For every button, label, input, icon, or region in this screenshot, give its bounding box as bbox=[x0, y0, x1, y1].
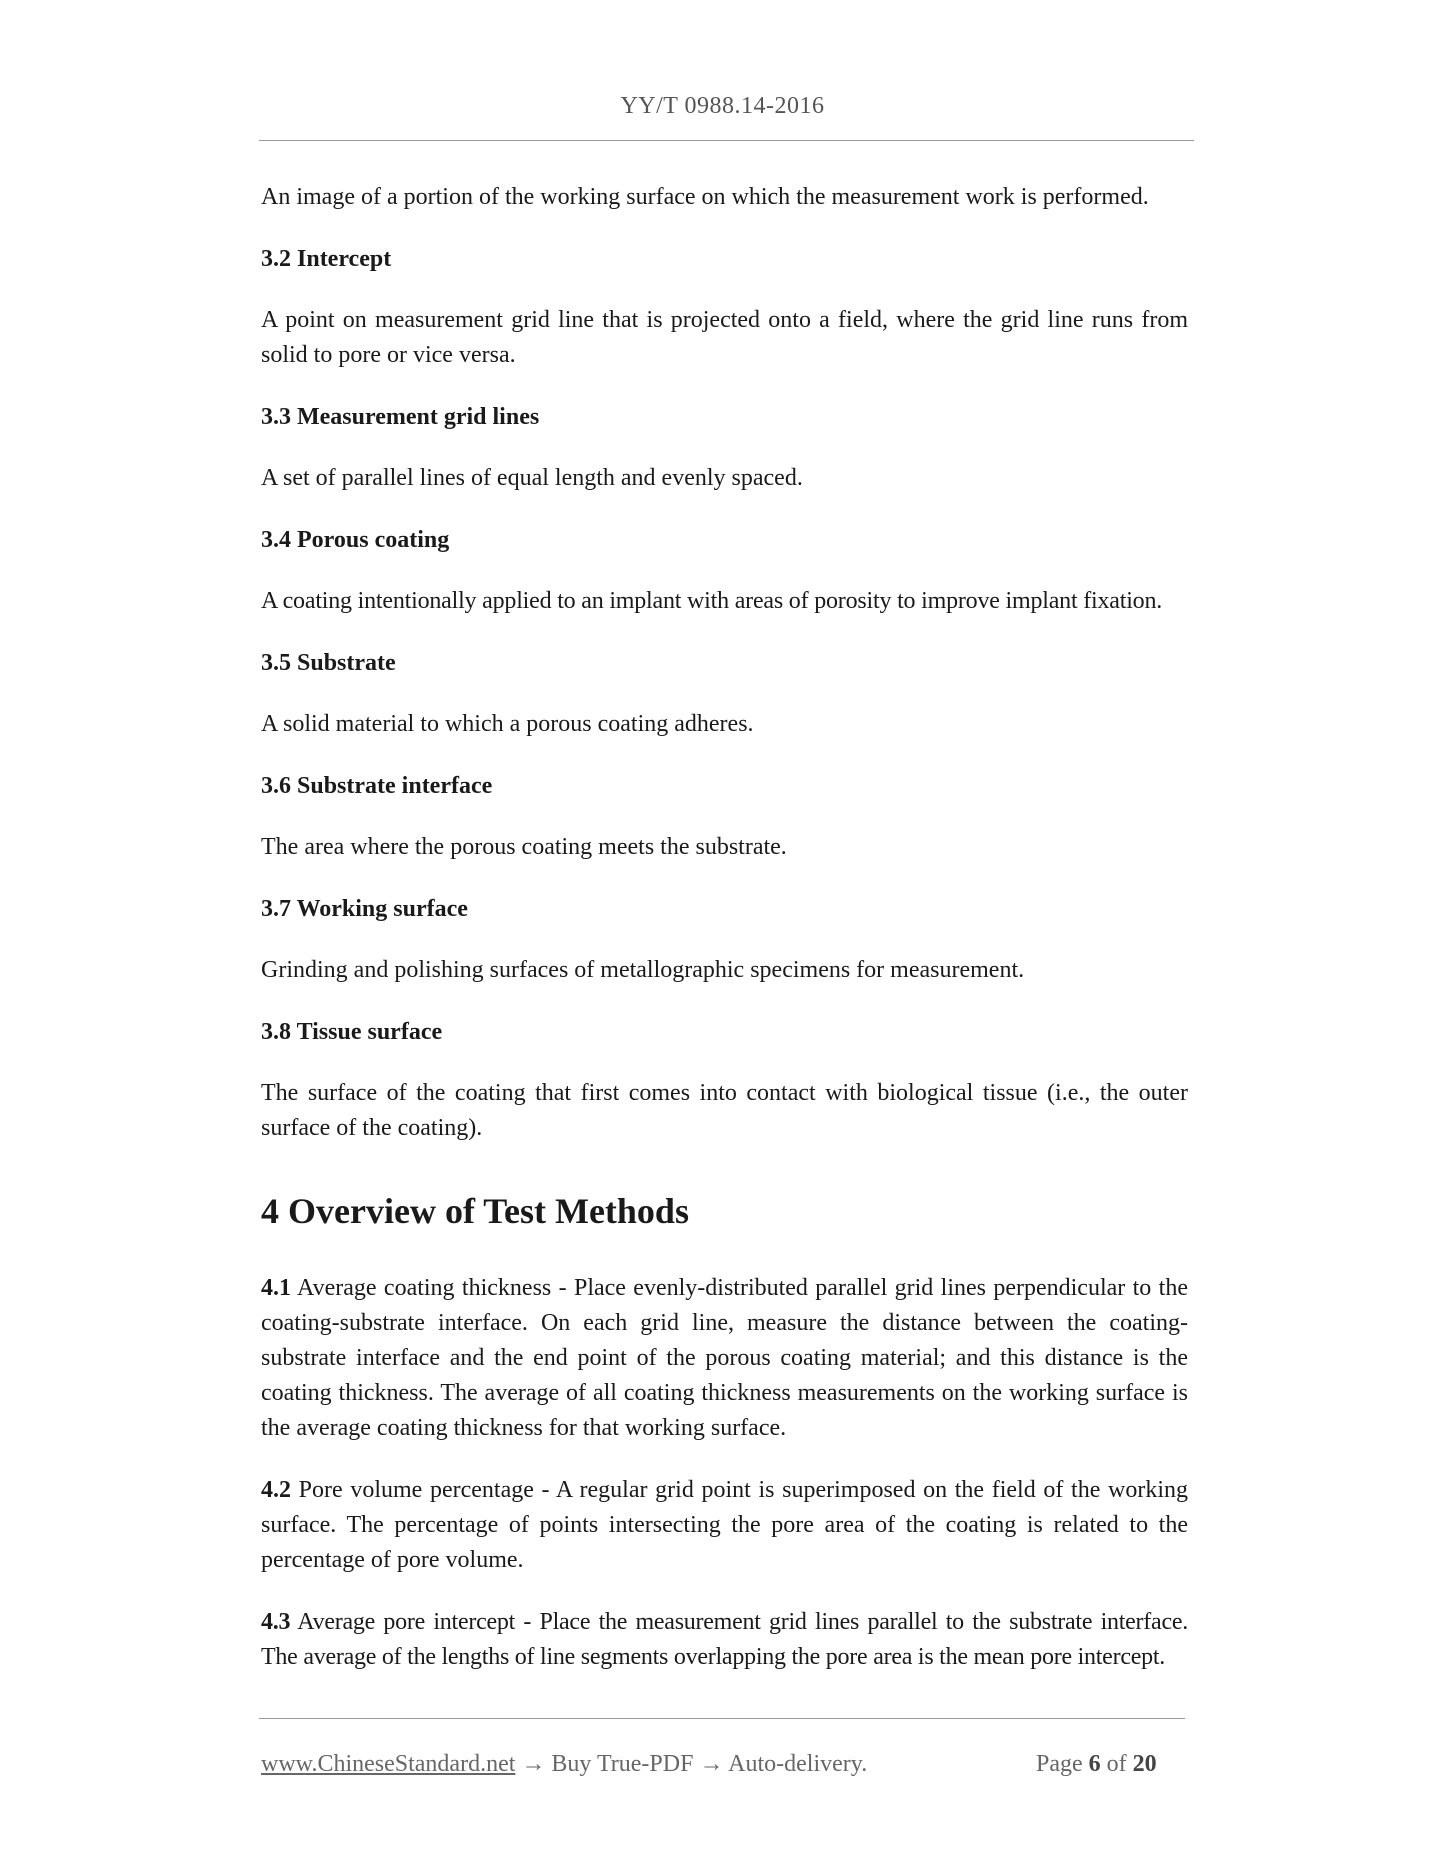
heading-3-6: 3.6 Substrate interface bbox=[261, 773, 493, 799]
page-current: 6 bbox=[1088, 1751, 1101, 1777]
heading-3-5: 3.5 Substrate bbox=[261, 650, 396, 676]
site-link[interactable]: www.ChineseStandard.net bbox=[261, 1751, 516, 1777]
heading-3-2: 3.2 Intercept bbox=[261, 246, 392, 272]
heading-3-7: 3.7 Working surface bbox=[261, 896, 468, 922]
paragraph-3-4-definition: A coating intentionally applied to an implant with areas of porosity to improve implant fixation. bbox=[261, 588, 1163, 614]
page-total: 20 bbox=[1132, 1751, 1157, 1777]
heading-3-4: 3.4 Porous coating bbox=[261, 527, 450, 553]
clause-number: 4.1 bbox=[261, 1275, 291, 1301]
paragraph-3-3-definition: A set of parallel lines of equal length and evenly spaced. bbox=[261, 465, 803, 491]
heading-section-4: 4 Overview of Test Methods bbox=[261, 1191, 689, 1231]
page-of-label: of bbox=[1106, 1751, 1127, 1777]
clause-number: 4.2 bbox=[261, 1477, 291, 1503]
clause-text: Average coating thickness - Place evenly-distributed parallel grid lines perpendicular to the coating-substrate interface. On each grid line, measure the distance between the coating-substrate interface and the end point of the porous coating material; and this distance is the coating thickness. The average of all coating thickness measurements on the working surface is the average coating thickness for that working surface. bbox=[261, 1275, 1188, 1441]
paragraph-4-2 bbox=[261, 1473, 1188, 1578]
paragraph-4-1 bbox=[261, 1271, 1188, 1446]
paragraph-4-3 bbox=[261, 1605, 1188, 1675]
page-indicator bbox=[1036, 1751, 1157, 1778]
clause-text: Average pore intercept - Place the measurement grid lines parallel to the substrate interface. The average of the lengths of line segments overlapping the pore area is the mean pore intercept. bbox=[261, 1609, 1188, 1670]
paragraph-3-5-definition: A solid material to which a porous coating adheres. bbox=[261, 711, 754, 737]
document-code: YY/T 0988.14-2016 bbox=[620, 93, 825, 119]
footer-left bbox=[261, 1751, 867, 1778]
page-label: Page bbox=[1036, 1751, 1083, 1777]
paragraph-3-8-definition: The surface of the coating that first comes into contact with biological tissue (i.e., the outer surface of the coating). bbox=[261, 1080, 1188, 1141]
paragraph-3-2-definition: A point on measurement grid line that is projected onto a field, where the grid line runs from solid to pore or vice versa. bbox=[261, 307, 1188, 368]
arrow-right-icon: → bbox=[521, 1751, 546, 1777]
auto-delivery-text: Auto-delivery. bbox=[728, 1751, 868, 1777]
footer-divider bbox=[259, 1718, 1185, 1719]
header-divider bbox=[259, 140, 1194, 141]
heading-3-8: 3.8 Tissue surface bbox=[261, 1019, 443, 1045]
clause-number: 4.3 bbox=[261, 1609, 291, 1635]
arrow-right-icon: → bbox=[699, 1751, 724, 1777]
buy-true-pdf-text: Buy True-PDF bbox=[551, 1751, 694, 1777]
paragraph-3-7-definition: Grinding and polishing surfaces of metallographic specimens for measurement. bbox=[261, 957, 1025, 983]
clause-text: Pore volume percentage - A regular grid point is superimposed on the field of the working surface. The percentage of points intersecting the pore area of the coating is related to the percentage of pore volume. bbox=[261, 1477, 1189, 1573]
paragraph-3-1-definition: An image of a portion of the working surface on which the measurement work is performed. bbox=[261, 184, 1149, 210]
paragraph-3-6-definition: The area where the porous coating meets the substrate. bbox=[261, 834, 787, 860]
document-body bbox=[261, 180, 1188, 1675]
heading-3-3: 3.3 Measurement grid lines bbox=[261, 404, 540, 430]
